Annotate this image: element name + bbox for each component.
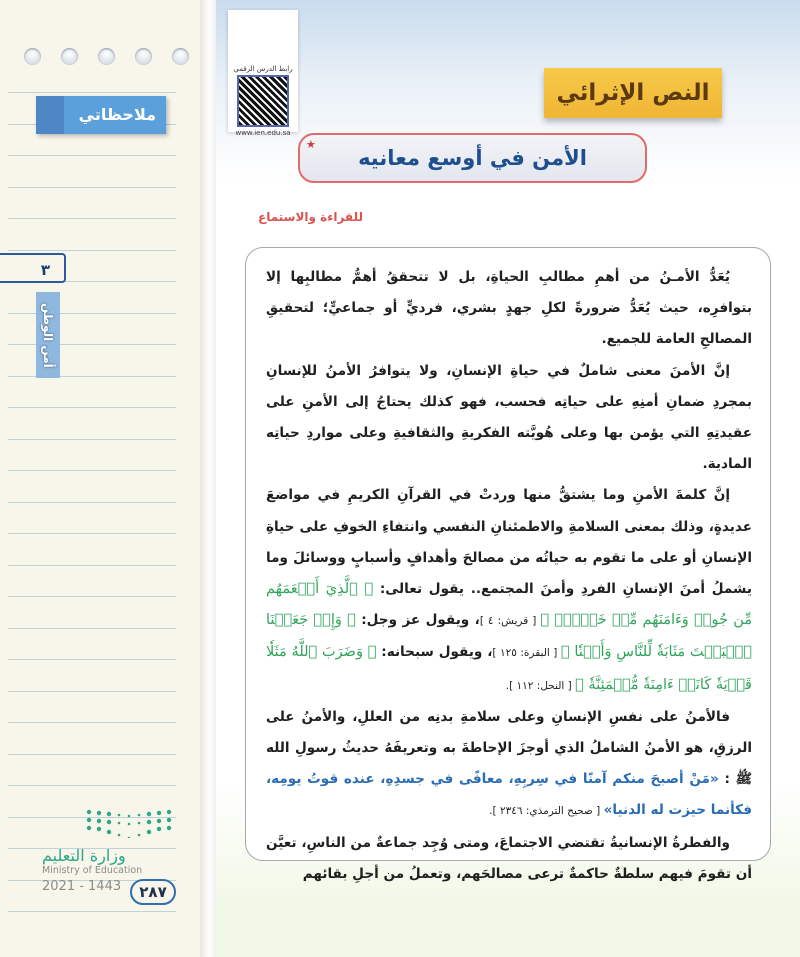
logo-dot xyxy=(167,826,171,830)
binder-hole xyxy=(172,48,189,65)
logo-dot xyxy=(128,823,131,826)
notebook-line xyxy=(8,533,176,534)
notebook-line xyxy=(8,470,176,471)
logo-dot xyxy=(118,822,121,825)
notebook-line xyxy=(8,722,176,723)
notebook-line xyxy=(8,155,176,156)
lesson-subtitle: للقراءة والاستماع xyxy=(258,210,363,224)
paragraph xyxy=(266,480,752,701)
logo-dot xyxy=(157,827,161,831)
logo-dot xyxy=(167,810,171,814)
edition-year: 2021 - 1443 xyxy=(42,879,122,894)
notebook-line xyxy=(8,628,176,629)
ministry-name-en: Ministry of Education xyxy=(42,865,143,876)
citation: [ صحيح الترمذي: ٢٣٤٦ ]. xyxy=(489,805,604,818)
binder-hole xyxy=(24,48,41,65)
notebook-line xyxy=(8,911,176,912)
paragraph xyxy=(266,356,752,481)
logo-dot xyxy=(147,812,151,816)
logo-dot xyxy=(87,810,91,814)
quran-verse: ﴿ وَضَرَبَ ٱللَّهُ مَثَلٗا قَرۡيَةٗ كَانَتۡ ءَامِنَةٗ مُّطۡمَئِنَّةٗ ﴾ xyxy=(266,644,752,693)
binder-hole xyxy=(135,48,152,65)
citation: [ قريش: ٤ ] xyxy=(479,615,541,628)
notebook-line xyxy=(8,691,176,692)
logo-dot xyxy=(87,826,91,830)
notebook-line xyxy=(8,439,176,440)
notebook-line xyxy=(8,785,176,786)
notebook-line xyxy=(8,218,176,219)
logo-dot xyxy=(138,814,141,817)
ministry-name-ar: وزارة التعليم xyxy=(42,846,126,865)
logo-dot xyxy=(128,815,131,818)
notebook-line xyxy=(8,754,176,755)
qr-label: رابط الدرس الرقمي xyxy=(233,65,293,73)
notes-tab: ملاحظاتي xyxy=(36,96,166,134)
quran-verse: ﴿ ٱلَّذِيٓ أَطۡعَمَهُم مِّن جُوعٖ وَءَامَنَهُم مِّنۡ خَوۡفِۭ ﴾ xyxy=(266,581,753,629)
reading-text xyxy=(266,262,752,890)
logo-dot xyxy=(97,827,101,831)
text-segment: إنَّ الأمنَ معنى شاملٌ في حياةِ الإنسانِ، ولا يتوافرُ الأمنُ للإنسانِ بمجردِ ضمانِ أمنِهِ على حياتِه فحسب، فهو كذلك يحتاجُ إلى الأمنِ على عقيدتِهِ التي يؤمن بها وعلى هُويَّته الفكريةِ والثقافيةِ وعلى مواردِ حياتِه المادية. xyxy=(266,362,752,473)
citation: [ النحل: ١١٢ ]. xyxy=(505,679,576,692)
ministry-logo-icon xyxy=(85,808,175,838)
notes-sidebar xyxy=(0,0,205,957)
reading-text-box xyxy=(245,247,771,882)
citation: [ البقرة: ١٢٥ ] xyxy=(492,647,561,660)
notebook-line xyxy=(8,407,176,408)
logo-dot xyxy=(118,834,121,837)
notebook-line xyxy=(8,187,176,188)
notebook-line xyxy=(8,596,176,597)
text-segment: فالأمنُ على نفسِ الإنسانِ وعلى سلامةِ بدنِه من العللِ، والأمنُ على الرزقِ، هو الأمنُ الشاملُ الذي أوجزَ الإحاطةَ به وتعريفَهُ حديثُ رسولِ الله ﷺ : xyxy=(266,708,752,788)
hadith-quote: «مَنْ أصبحَ منكم آمنًا في سِربِهِ، معافًى في جسدِهِ، عنده قوتُ يومِه، فكأنما حيزت له الدنيا» xyxy=(266,771,752,819)
notebook-line xyxy=(8,250,176,251)
text-segment: ، ويقول عز وجل: xyxy=(355,612,480,629)
logo-dot xyxy=(157,819,161,823)
logo-dot xyxy=(87,818,91,822)
text-segment: يُعَدُّ الأمـنُ من أهمِ مطالبِ الحياةِ، بل لا تتحققُ أهمُّ مطالبِها إلا بتوافرِه، حيث يُعَدُّ ضرورةً لكلِ جهدٍ بشري، فرديٍّ أو جماعيٍّ؛ لتحقيقِ المصالحِ العامة للجميع. xyxy=(266,269,752,348)
text-segment: ، ويقول سبحانه: xyxy=(376,644,493,661)
text-segment: إنَّ كلمةَ الأمنِ وما يشتقُّ منها وردتْ في القرآنِ الكريمِ في مواضعَ عديدةٍ، وذلك بمعنى السلامةِ والاطمئنانِ النفسي وانتفاءِ الخوفِ على حياةِ الإنسانِ أو على ما تقوم به حياتُه من مصالحَ وأهدافٍ وأسبابٍ ووسائلَ وما يشملُ أمنَ الإنسانِ الفردِ وأمنَ المجتمع.. يقول تعالى: xyxy=(266,487,752,598)
logo-dot xyxy=(138,834,141,837)
logo-dot xyxy=(107,820,111,824)
section-tag: النص الإثرائي xyxy=(544,68,722,118)
page-divider xyxy=(200,0,216,957)
quran-verse: ﴿ وَإِذۡ جَعَلۡنَا ٱلۡبَيۡتَ مَثَابَةٗ لِّلنَّاسِ وَأَمۡنٗا ﴾ xyxy=(266,612,752,661)
logo-dot xyxy=(157,811,161,815)
star-icon: ★ xyxy=(306,138,316,151)
logo-dot xyxy=(118,814,121,817)
notebook-line xyxy=(8,659,176,660)
paragraph xyxy=(266,828,752,890)
notebook-line xyxy=(8,502,176,503)
page-number: ٢٨٧ xyxy=(130,879,176,905)
digital-lesson-card[interactable] xyxy=(228,10,298,137)
logo-dot xyxy=(97,811,101,815)
unit-number: ٣ xyxy=(0,253,66,283)
logo-dot xyxy=(97,819,101,823)
notebook-line xyxy=(8,565,176,566)
lesson-title: الأمن في أوسع معانيه xyxy=(298,133,647,183)
notebook-line xyxy=(8,344,176,345)
binder-hole xyxy=(98,48,115,65)
notebook-line xyxy=(8,92,176,93)
unit-title: أمن الوطن xyxy=(36,292,60,378)
logo-dot xyxy=(147,820,151,824)
binder-hole xyxy=(61,48,78,65)
paragraph xyxy=(266,262,752,356)
logo-dot xyxy=(138,822,141,825)
notebook-line xyxy=(8,376,176,377)
qr-code-icon[interactable] xyxy=(237,75,289,127)
paragraph xyxy=(266,702,752,828)
notebook-line xyxy=(8,313,176,314)
logo-dot xyxy=(147,830,151,834)
logo-dot xyxy=(167,818,171,822)
text-segment: والفطرةُ الإنسانيةُ تقتضي الاجتماعَ، ومتى وُجِد جماعةٌ من الناسِ، تعيَّن أن تقومَ فيهم سلطةٌ حاكمةٌ ترعى مصالحَهم، وتعملُ من أجلِ بقائهم xyxy=(266,834,752,882)
qr-url[interactable]: www.ien.edu.sa xyxy=(235,129,291,137)
logo-dot xyxy=(107,830,111,834)
logo-dot xyxy=(128,837,131,838)
logo-dot xyxy=(107,812,111,816)
